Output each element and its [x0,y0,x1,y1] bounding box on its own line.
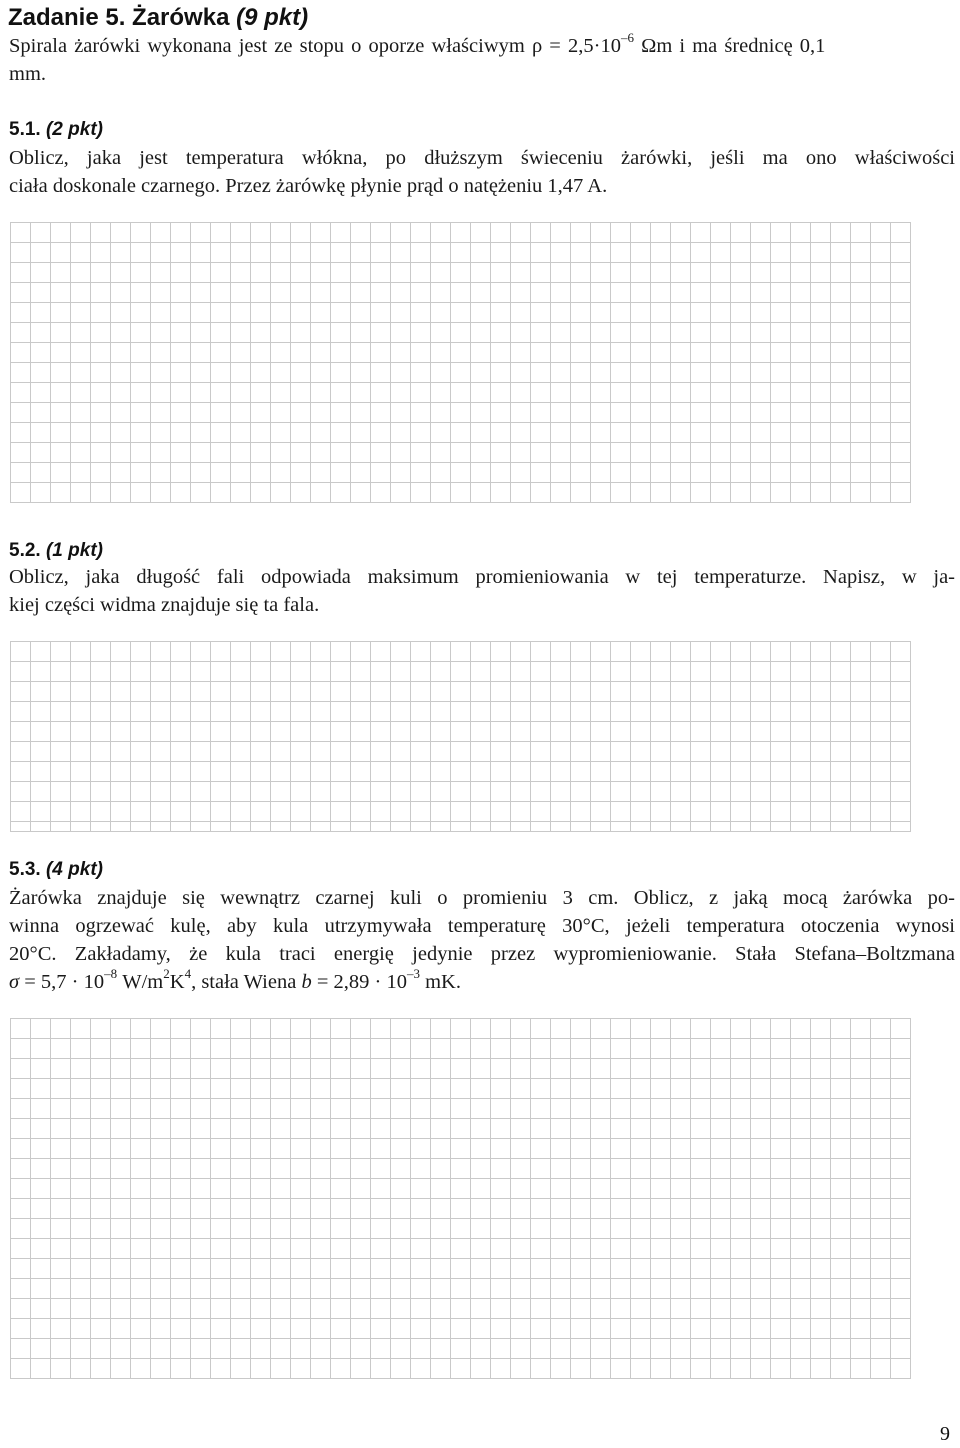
subtask-5-2-number: 5.2. [9,540,41,561]
subtask-5-2-heading [9,537,103,565]
subtask-5-1-line-1: Oblicz, jaka jest temperatura włókna, po dłuższym świeceniu żarówki, jeśli ma ono właściwości [9,147,955,169]
intro-exponent: –6 [620,30,634,46]
sigma-unit-k: K [169,971,185,993]
intro-line-2: mm. [9,63,47,85]
wien-unit: mK. [419,971,461,993]
answer-grid-5-2[interactable] [10,641,911,832]
subtask-5-3-line-1: Żarówka znajduje się wewnątrz czarnej kuli o promieniu 3 cm. Oblicz, z jaką mocą żarówka po- [9,887,955,909]
subtask-5-3-heading [9,856,103,884]
task-title-points: (9 pkt) [236,4,309,31]
wien-exponent: –3 [406,966,420,982]
task-title-text: Zadanie 5. Żarówka [8,4,230,31]
sigma-unit-exp-k: 4 [184,966,192,982]
page-number: 9 [940,1423,950,1445]
subtask-5-2-line-1: Oblicz, jaka długość fali odpowiada maksimum promieniowania w tej temperaturze. Napisz, w ja- [9,566,955,588]
wien-value: = 2,89 · 10 [311,971,407,993]
answer-grid-5-3[interactable] [10,1018,911,1379]
subtask-5-2-points: (1 pkt) [45,540,103,561]
subtask-5-1-line-2: ciała doskonale czarnego. Przez żarówkę płynie prąd o natężeniu 1,47 A. [9,175,608,197]
subtask-5-1-heading [9,116,103,144]
sigma-unit-exp-m: 2 [163,966,170,982]
sigma-value: = 5,7 · 10 [19,971,105,993]
sigma-exponent: –8 [104,966,118,982]
intro-line-1 [9,32,955,60]
wien-label: , stała Wiena [191,971,302,993]
subtask-5-1-points: (2 pkt) [45,119,103,140]
intro-line-1-tail: Ωm i ma średnicę 0,1 [641,35,826,57]
intro-line-1-text: Spirala żarówki wykonana jest ze stopu o oporze właściwym ρ = 2,5·10 [9,35,621,57]
subtask-5-1-number: 5.1. [9,119,41,140]
sigma-symbol: σ [9,971,20,993]
subtask-5-2-line-2: kiej części widma znajduje się ta fala. [9,594,320,616]
task-title [8,2,308,34]
subtask-5-3-line-2: winna ogrzewać kulę, aby kula utrzymywała temperaturę 30°C, jeżeli temperatura otoczenia wynosi [9,915,955,937]
subtask-5-3-number: 5.3. [9,859,41,880]
subtask-5-3-line-4 [9,968,955,996]
subtask-5-3-points: (4 pkt) [45,859,103,880]
answer-grid-5-1[interactable] [10,222,911,503]
subtask-5-3-line-3: 20°C. Zakładamy, że kula traci energię jedynie przez wypromieniowanie. Stała Stefana–Boltzmana [9,943,955,965]
wien-symbol: b [301,971,312,993]
sigma-unit-w: W/m [117,971,164,993]
